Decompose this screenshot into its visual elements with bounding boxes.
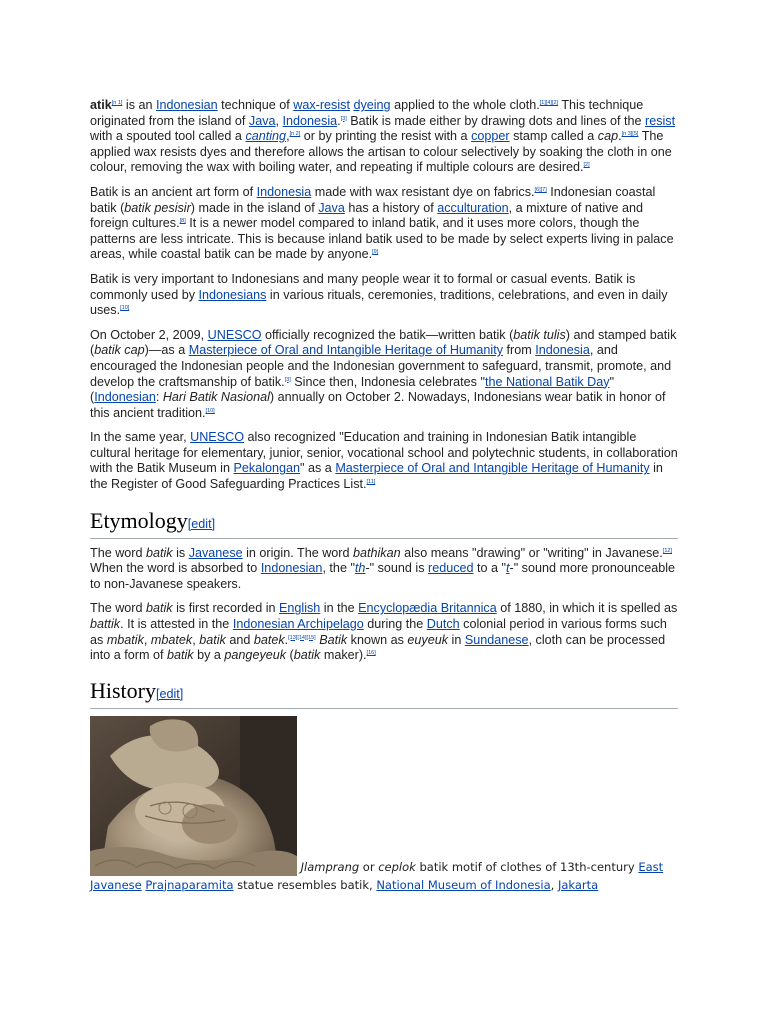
text: The word <box>90 601 146 616</box>
link-indonesian[interactable]: Indonesian <box>156 98 218 112</box>
text: , <box>275 113 283 128</box>
ref-link[interactable]: [2] <box>583 162 590 169</box>
text: is an <box>122 98 157 112</box>
intro-paragraph-2 <box>90 185 678 263</box>
link-east-javanese[interactable]: East Javanese <box>90 859 664 892</box>
link-dutch[interactable]: Dutch <box>426 617 460 632</box>
text: known as <box>347 632 408 647</box>
text: Batik is made either by drawing dots and lines of the <box>346 113 645 128</box>
link-javanese[interactable]: Javanese <box>188 545 243 560</box>
text: Batik is an ancient art form of <box>90 184 257 199</box>
ref-link[interactable]: [10] <box>205 407 215 414</box>
text: Since then, Indonesia celebrates " <box>290 374 485 389</box>
link-copper[interactable]: copper <box>471 129 510 144</box>
prajnaparamita-statue-photo[interactable] <box>90 716 297 876</box>
text: When the word is absorbed to <box>90 561 261 576</box>
ref-link[interactable]: [n 2] <box>289 131 301 138</box>
text: mbatik <box>106 632 144 647</box>
text: -" sound is <box>365 561 429 576</box>
intro-paragraph-3 <box>90 272 678 319</box>
text: statue resembles batik, <box>233 877 377 892</box>
link-java[interactable]: Java <box>248 113 276 128</box>
text: to a " <box>473 561 507 576</box>
link-indonesian-language[interactable]: Indonesian <box>94 390 156 405</box>
text: in the Register of Good Safeguarding Practices List. <box>90 461 663 492</box>
ref-link[interactable]: [11] <box>366 479 376 486</box>
text: ) annually on October 2. Nowadays, Indonesians wear batik in honor of this ancient tradition. <box>90 390 666 420</box>
text: , and encouraged the Indonesian people and the Indonesian government to safeguard, transmit, promote, and develop the craftsmanship of batik. <box>90 343 672 389</box>
link-reduced[interactable]: reduced <box>428 561 474 576</box>
text: during the <box>363 617 427 632</box>
link-indonesians[interactable]: Indonesians <box>198 287 267 302</box>
text: colonial period in various forms such as <box>90 617 667 647</box>
etymology-paragraph-1 <box>90 546 678 593</box>
text: , <box>286 129 290 144</box>
text: made with wax resistant dye on fabrics. <box>311 184 535 199</box>
text: applied to the whole cloth. <box>390 98 540 112</box>
text: This technique originated from the island of <box>90 98 644 128</box>
text: of 1880, in which it is spelled as <box>496 601 678 616</box>
text: canting <box>245 129 287 144</box>
text: battik <box>90 617 121 632</box>
text: bathikan <box>353 545 401 560</box>
text: batik tulis <box>513 327 566 342</box>
link-indonesian-archipelago[interactable]: Indonesian Archipelago <box>232 617 364 632</box>
text: The word <box>90 545 146 560</box>
text: is <box>172 545 189 560</box>
text: officially recognized the batik—written batik ( <box>261 327 514 342</box>
ref-link[interactable]: [12] <box>662 547 672 554</box>
text: batek <box>253 632 285 647</box>
link-dyeing[interactable]: dyeing <box>353 98 391 112</box>
figure-caption <box>90 716 678 894</box>
text: technique of <box>217 98 294 112</box>
text: ) and stamped batik ( <box>90 327 677 358</box>
text: , a mixture of native and foreign cultures. <box>90 200 644 231</box>
history-figure <box>90 716 678 894</box>
text: . <box>284 632 289 647</box>
text: batik <box>146 545 173 560</box>
text: stamp called a <box>509 129 598 144</box>
text: pangeyeuk <box>224 648 287 663</box>
text: batik <box>293 648 321 663</box>
text: batik <box>199 632 226 647</box>
text: also means "drawing" or "writing" in Javanese. <box>400 545 663 560</box>
text: euyeuk <box>407 632 449 647</box>
text: or by printing the resist with a <box>300 129 472 144</box>
text: in various rituals, ceremonies, traditions, celebrations, and even in daily uses. <box>90 287 668 318</box>
text: batik <box>146 601 173 616</box>
link-masterpiece-heritage[interactable]: Masterpiece of Oral and Intangible Heritage of Humanity <box>335 461 650 476</box>
text: " as a <box>300 461 336 476</box>
text: . <box>618 129 622 144</box>
text: mbatek <box>150 632 193 647</box>
text: " ( <box>90 374 615 405</box>
text: Hari Batik Nasional <box>162 390 270 405</box>
link-masterpiece-heritage[interactable]: Masterpiece of Oral and Intangible Heritage of Humanity <box>188 343 504 358</box>
text: is first recorded in <box>172 601 279 616</box>
ref-link[interactable]: [8] <box>179 218 186 225</box>
text: in <box>448 632 465 647</box>
text: has a history of <box>344 200 438 215</box>
text: with a spouted tool called a <box>90 129 246 144</box>
link-sundanese[interactable]: Sundanese <box>464 632 529 647</box>
text: : <box>155 390 163 405</box>
link-unesco[interactable]: UNESCO <box>207 327 262 342</box>
link-wax-resist[interactable]: wax-resist <box>293 98 350 112</box>
ref-link[interactable]: [6][7] <box>534 186 547 193</box>
text: -" sound more pronounceable to non-Javanese speakers. <box>90 561 676 591</box>
text: Batik is very important to Indonesians and many people wear it to formal or casual events. Batik is commonly used by <box>90 271 636 302</box>
link-indonesia[interactable]: Indonesia <box>256 184 312 199</box>
text: batik motif of clothes of 13th-century <box>415 859 639 874</box>
link-java[interactable]: Java <box>318 200 345 215</box>
text: Indonesian coastal batik ( <box>90 184 656 215</box>
link-prajnaparamita[interactable]: Prajnaparamita <box>145 877 234 892</box>
text: In the same year, <box>90 430 191 445</box>
link-english[interactable]: English <box>279 601 321 616</box>
ref-link[interactable]: [9] <box>372 249 379 256</box>
text: , the " <box>322 561 355 576</box>
text: th <box>354 561 366 576</box>
ref-link[interactable]: [16] <box>366 650 376 657</box>
text: , cloth can be processed into a form of <box>90 632 666 663</box>
link-indonesia[interactable]: Indonesia <box>282 113 338 128</box>
link-national-museum-indonesia[interactable]: National Museum of Indonesia <box>376 877 551 892</box>
ref-link[interactable]: [3] <box>284 376 291 383</box>
intro-paragraph-1 <box>90 98 678 176</box>
link-national-batik-day[interactable]: the National Batik Day <box>484 374 610 389</box>
text: and <box>225 632 254 647</box>
text: cap <box>597 129 619 144</box>
ref-link[interactable]: [1][4][2] <box>539 100 559 106</box>
etymology-paragraph-2 <box>90 601 678 663</box>
section-heading-etymology <box>90 508 678 539</box>
ref-link[interactable]: [13][14][15] <box>288 634 316 641</box>
intro-paragraph-4 <box>90 328 678 422</box>
text: batik pesisir <box>124 200 191 215</box>
article-content <box>90 98 678 894</box>
text: On October 2, 2009, <box>90 327 208 342</box>
edit-section-link[interactable]: [edit] <box>156 686 184 701</box>
heading-text: History <box>90 677 156 703</box>
text: . <box>337 113 341 128</box>
link-jakarta[interactable]: Jakarta <box>557 877 599 892</box>
link-encyclopaedia-britannica[interactable]: Encyclopædia Britannica <box>358 601 497 616</box>
text: maker). <box>320 648 367 663</box>
link-pekalongan[interactable]: Pekalongan <box>233 461 301 476</box>
text: Jlamprang <box>300 859 360 874</box>
text: , <box>192 632 200 647</box>
link-acculturation[interactable]: acculturation <box>437 200 509 215</box>
text: from <box>503 343 536 358</box>
article-term: atik <box>90 98 112 112</box>
text: batik <box>167 648 194 663</box>
intro-paragraph-5 <box>90 430 678 492</box>
edit-section-link[interactable]: [edit] <box>187 516 216 531</box>
text: in the <box>320 601 359 616</box>
text: batik cap <box>94 343 145 358</box>
link-indonesian[interactable]: Indonesian <box>260 561 323 576</box>
link-resist[interactable]: resist <box>645 113 676 128</box>
text: ) made in the island of <box>190 200 319 215</box>
link-indonesia[interactable]: Indonesia <box>535 343 590 358</box>
ref-link[interactable]: [3] <box>340 115 347 122</box>
ref-link[interactable]: [10] <box>120 305 130 312</box>
text: Batik <box>319 632 348 647</box>
text: also recognized "Education and training in Indonesian Batik intangible cultural heritage for elementary, junior, senior, vocational school and polytechnic students, in collaboration with the Batik Museum in <box>90 430 678 476</box>
text: in origin. The word <box>242 545 353 560</box>
text: t <box>506 561 510 576</box>
text: by a <box>193 648 225 663</box>
text: The applied wax resists dyes and therefore allows the artisan to colour selectively by soaking the cloth in one colour, removing the wax with boiling water, and repeating if multiple colours are desired. <box>90 129 672 175</box>
link-canting[interactable] <box>245 129 286 143</box>
text: , <box>550 877 558 892</box>
link-th-sound[interactable] <box>355 561 366 575</box>
text: or <box>359 859 379 874</box>
link-unesco[interactable]: UNESCO <box>190 430 244 445</box>
text: , <box>143 632 151 647</box>
heading-text: Etymology <box>90 507 188 533</box>
text: ceplok <box>378 859 416 874</box>
section-heading-history <box>90 678 678 709</box>
text: )—as a <box>144 343 189 358</box>
text: ( <box>286 648 294 663</box>
ref-link[interactable]: [n 3][5] <box>621 131 639 138</box>
text: It is a newer model compared to inland batik, and it uses more colors, though the patterns are less intricate. This is because inland batik used to be made by select experts living in palace areas, while coastal batik can be made by anyone. <box>90 216 674 262</box>
ref-link[interactable]: [n 1] <box>111 100 123 106</box>
text: . It is attested in the <box>120 617 233 632</box>
